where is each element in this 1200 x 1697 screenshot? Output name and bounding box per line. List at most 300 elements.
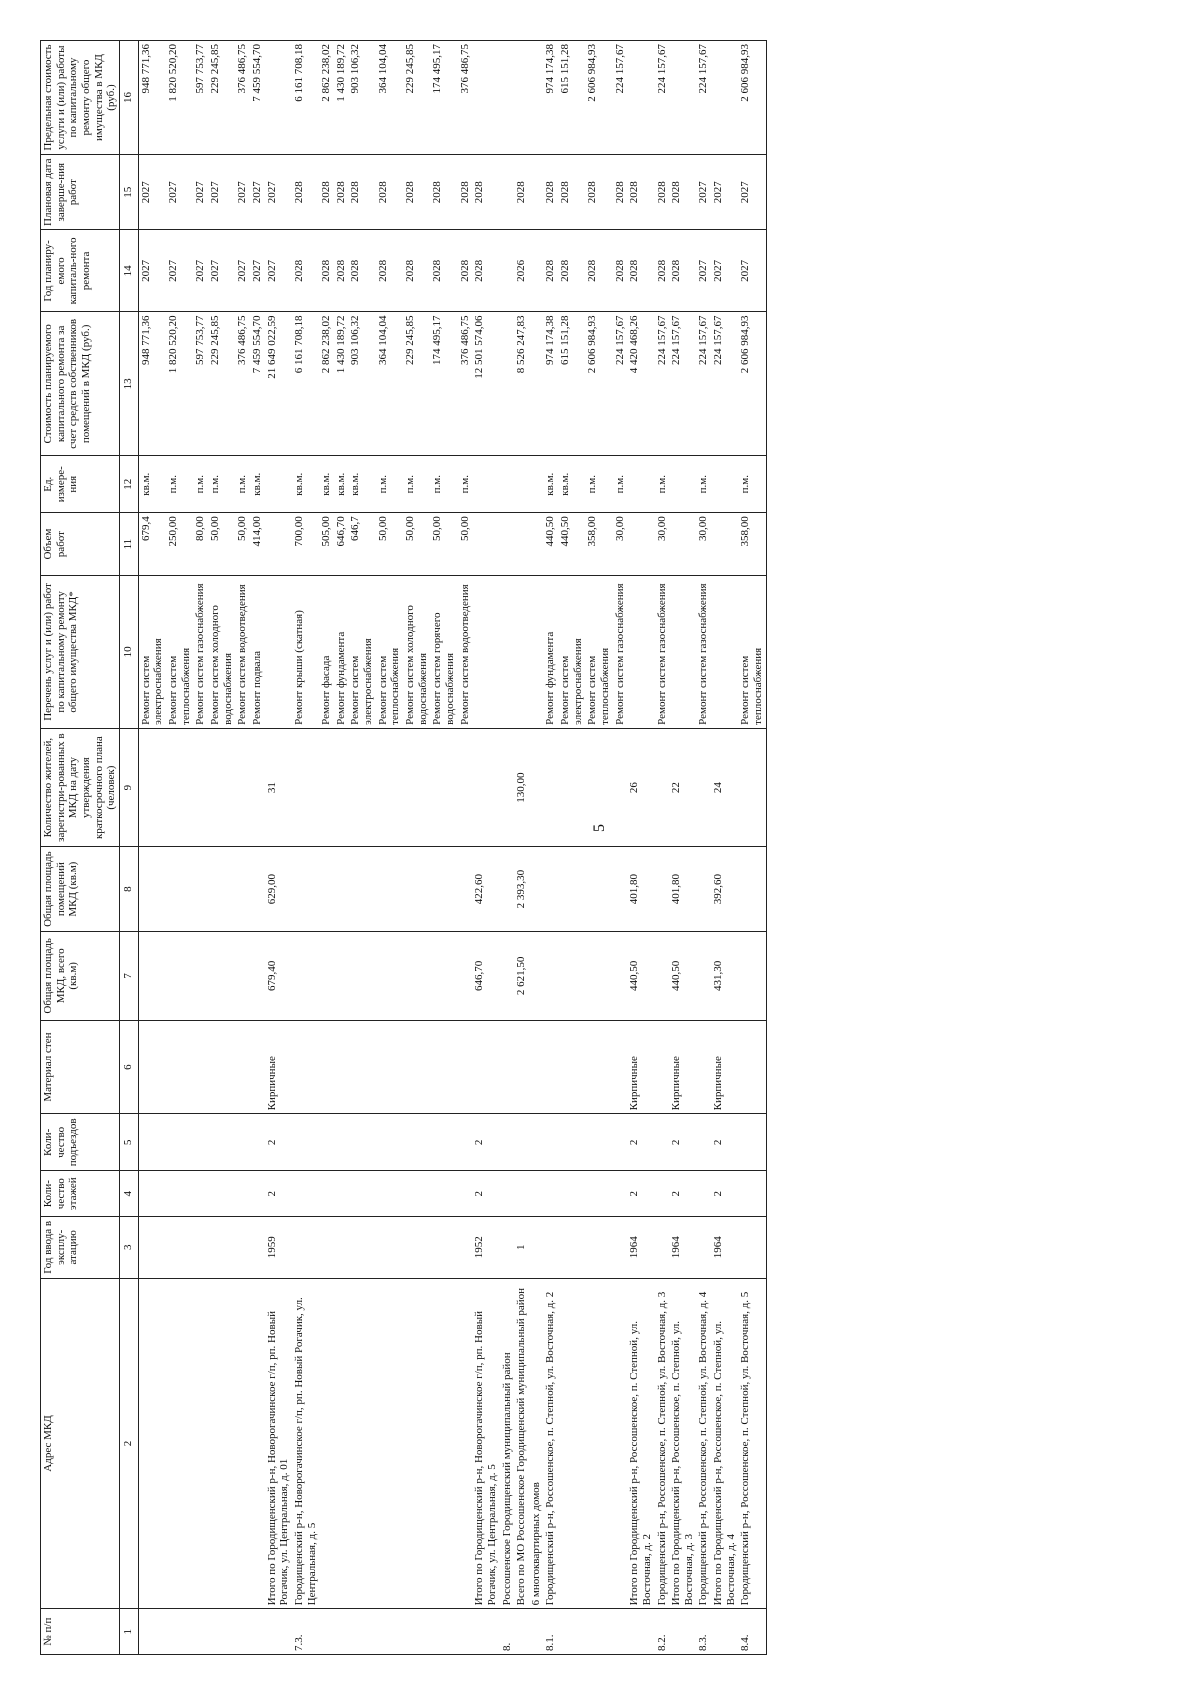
cell-col-1 (529, 1609, 544, 1655)
cell-col-5: 2 (669, 1114, 696, 1171)
table-row (235, 41, 250, 1655)
cell-col-11: 414,00 (250, 513, 265, 576)
cell-col-11: 30,00 (696, 513, 711, 576)
cell-col-12 (472, 456, 499, 513)
cell-col-12: кв.м. (319, 456, 334, 513)
cell-col-12 (514, 456, 529, 513)
cell-col-13: 597 753,77 (193, 312, 208, 456)
cell-col-3 (334, 1217, 349, 1279)
cell-col-14: 2028 (669, 230, 696, 312)
cell-col-12: п.м. (655, 456, 670, 513)
cell-col-5 (208, 1114, 235, 1171)
cell-col-8 (292, 847, 319, 931)
cell-col-14: 2028 (292, 230, 319, 312)
cell-col-15: 2027 (738, 155, 766, 230)
cell-col-8 (458, 847, 473, 931)
cell-col-6 (193, 1020, 208, 1114)
cell-col-16: 6 161 708,18 (292, 41, 319, 155)
cell-col-3: 1964 (711, 1217, 738, 1279)
column-number-14: 14 (119, 230, 138, 312)
cell-col-9 (738, 728, 766, 847)
cell-col-10 (711, 575, 738, 728)
cell-col-11: 505,00 (319, 513, 334, 576)
cell-col-12: п.м. (585, 456, 612, 513)
cell-col-9 (319, 728, 334, 847)
cell-col-11 (514, 513, 529, 576)
cell-col-1: 8.1. (543, 1609, 558, 1655)
column-header-14: Год планиру-емого капиталь-ного ремонта (41, 230, 120, 312)
cell-col-16: 2 606 984,93 (738, 41, 766, 155)
cell-col-6 (472, 1020, 499, 1114)
cell-col-11: 50,00 (376, 513, 403, 576)
cell-col-9 (500, 728, 515, 847)
table-row (669, 41, 696, 1655)
cell-col-4 (319, 1171, 334, 1217)
cell-col-14: 2027 (138, 230, 166, 312)
column-header-8: Общая площадь помещений МКД (кв.м) (41, 847, 120, 931)
cell-col-7 (543, 931, 558, 1020)
table-row (738, 41, 766, 1655)
cell-col-10 (627, 575, 654, 728)
cell-col-1 (514, 1609, 529, 1655)
cell-col-10: Ремонт фундамента (334, 575, 349, 728)
cell-col-7 (319, 931, 334, 1020)
cell-col-13: 376 486,75 (235, 312, 250, 456)
cell-col-5 (529, 1114, 544, 1171)
cell-col-9 (208, 728, 235, 847)
column-number-3: 3 (119, 1217, 138, 1279)
cell-col-16: 364 104,04 (376, 41, 403, 155)
cell-col-4: 2 (669, 1171, 696, 1217)
cell-col-13: 21 649 022,59 (265, 312, 292, 456)
cell-col-5: 2 (711, 1114, 738, 1171)
cell-col-13: 4 420 468,26 (627, 312, 654, 456)
column-number-15: 15 (119, 155, 138, 230)
table-row (403, 41, 430, 1655)
column-header-2: Адрес МКД (41, 1278, 120, 1609)
cell-col-15: 2028 (292, 155, 319, 230)
cell-col-16: 974 174,38 (543, 41, 558, 155)
cell-col-16: 376 486,75 (458, 41, 473, 155)
cell-col-12: кв.м. (292, 456, 319, 513)
cell-col-15: 2027 (193, 155, 208, 230)
cell-col-15: 2028 (376, 155, 403, 230)
cell-col-12 (265, 456, 292, 513)
cell-col-11: 50,00 (235, 513, 250, 576)
cell-col-9 (403, 728, 430, 847)
cell-col-10: Ремонт систем электроснабжения (558, 575, 585, 728)
cell-col-14: 2027 (265, 230, 292, 312)
cell-col-11: 80,00 (193, 513, 208, 576)
cell-col-9 (585, 728, 612, 847)
cell-col-10 (265, 575, 292, 728)
cell-col-16: 903 106,32 (348, 41, 375, 155)
cell-col-8 (166, 847, 193, 931)
cell-col-4 (292, 1171, 319, 1217)
cell-col-13: 6 161 708,18 (292, 312, 319, 456)
table-row (250, 41, 265, 1655)
cell-col-1 (613, 1609, 628, 1655)
cell-col-9: 24 (711, 728, 738, 847)
cell-col-2 (613, 1278, 628, 1609)
cell-col-5 (500, 1114, 515, 1171)
cell-col-10: Ремонт фасада (319, 575, 334, 728)
cell-col-9: 130,00 (514, 728, 529, 847)
cell-col-9 (458, 728, 473, 847)
cell-col-3 (458, 1217, 473, 1279)
table-row (514, 41, 529, 1655)
cell-col-8 (558, 847, 585, 931)
cell-col-14: 2028 (558, 230, 585, 312)
cell-col-10 (500, 575, 515, 728)
cell-col-12 (500, 456, 515, 513)
cell-col-4 (193, 1171, 208, 1217)
cell-col-3 (208, 1217, 235, 1279)
cell-col-1 (138, 1609, 166, 1655)
cell-col-1 (250, 1609, 265, 1655)
table-row (319, 41, 334, 1655)
column-header-13: Стоимость планируемого капитального ремонта за счет средств собственников помещений в МКД (руб.) (41, 312, 120, 456)
cell-col-7 (655, 931, 670, 1020)
cell-col-6 (500, 1020, 515, 1114)
cell-col-2: Городищенский р-н, Россошенское, п. Степной, ул. Восточная, д. 5 (738, 1278, 766, 1609)
cell-col-7 (430, 931, 457, 1020)
column-header-6: Материал стен (41, 1020, 120, 1114)
cell-col-8: 401,80 (627, 847, 654, 931)
cell-col-15: 2028 (319, 155, 334, 230)
cell-col-1 (558, 1609, 585, 1655)
cell-col-7: 440,50 (669, 931, 696, 1020)
column-number-row (119, 41, 138, 1655)
cell-col-1 (265, 1609, 292, 1655)
cell-col-13 (529, 312, 544, 456)
cell-col-9 (430, 728, 457, 847)
cell-col-1 (472, 1609, 499, 1655)
cell-col-7: 646,70 (472, 931, 499, 1020)
cell-col-13: 2 862 238,02 (319, 312, 334, 456)
column-header-10: Перечень услуг и (или) работ по капитальному ремонту общего имущества МКД* (41, 575, 120, 728)
cell-col-2 (166, 1278, 193, 1609)
cell-col-7 (376, 931, 403, 1020)
cell-col-4: 2 (711, 1171, 738, 1217)
cell-col-6 (403, 1020, 430, 1114)
cell-col-15: 2028 (543, 155, 558, 230)
cell-col-7 (166, 931, 193, 1020)
cell-col-1: 8. (500, 1609, 515, 1655)
cell-col-6 (334, 1020, 349, 1114)
cell-col-8 (319, 847, 334, 931)
column-header-12: Ед. измере-ния (41, 456, 120, 513)
cell-col-7 (334, 931, 349, 1020)
cell-col-7 (500, 931, 515, 1020)
cell-col-13: 229 245,85 (403, 312, 430, 456)
cell-col-16 (500, 41, 515, 155)
cell-col-16: 174 495,17 (430, 41, 457, 155)
cell-col-13: 8 526 247,83 (514, 312, 529, 456)
cell-col-3 (655, 1217, 670, 1279)
cell-col-7 (529, 931, 544, 1020)
column-number-13: 13 (119, 312, 138, 456)
cell-col-5 (613, 1114, 628, 1171)
cell-col-3 (376, 1217, 403, 1279)
cell-col-13: 376 486,75 (458, 312, 473, 456)
cell-col-10 (529, 575, 544, 728)
cell-col-4 (529, 1171, 544, 1217)
column-number-1: 1 (119, 1609, 138, 1655)
column-number-6: 6 (119, 1020, 138, 1114)
cell-col-13: 224 157,67 (696, 312, 711, 456)
cell-col-7 (613, 931, 628, 1020)
cell-col-5 (319, 1114, 334, 1171)
cell-col-16 (265, 41, 292, 155)
table-row (193, 41, 208, 1655)
cell-col-12: кв.м. (334, 456, 349, 513)
cell-col-5 (235, 1114, 250, 1171)
cell-col-4 (458, 1171, 473, 1217)
cell-col-15: 2028 (430, 155, 457, 230)
cell-col-3 (585, 1217, 612, 1279)
cell-col-14: 2028 (319, 230, 334, 312)
table-row (292, 41, 319, 1655)
cell-col-2 (348, 1278, 375, 1609)
cell-col-15: 2028 (472, 155, 499, 230)
cell-col-12: кв.м. (348, 456, 375, 513)
cell-col-5 (696, 1114, 711, 1171)
cell-col-14: 2028 (655, 230, 670, 312)
cell-col-9 (193, 728, 208, 847)
cell-col-13: 2 606 984,93 (738, 312, 766, 456)
cell-col-15: 2028 (669, 155, 696, 230)
cell-col-15: 2028 (558, 155, 585, 230)
cell-col-11 (529, 513, 544, 576)
cell-col-14: 2027 (193, 230, 208, 312)
cell-col-2 (250, 1278, 265, 1609)
cell-col-5 (558, 1114, 585, 1171)
cell-col-13: 1 430 189,72 (334, 312, 349, 456)
cell-col-3: 1952 (472, 1217, 499, 1279)
cell-col-2 (319, 1278, 334, 1609)
cell-col-15: 2027 (208, 155, 235, 230)
cell-col-2: Всего по МО Россошенское Городищенский муниципальный район (514, 1278, 529, 1609)
cell-col-6: Кирпичные (627, 1020, 654, 1114)
cell-col-5 (376, 1114, 403, 1171)
cell-col-14: 2026 (514, 230, 529, 312)
cell-col-6 (529, 1020, 544, 1114)
cell-col-8 (403, 847, 430, 931)
cell-col-12: кв.м. (558, 456, 585, 513)
cell-col-15: 2028 (627, 155, 654, 230)
cell-col-8 (655, 847, 670, 931)
cell-col-8: 2 393,30 (514, 847, 529, 931)
cell-col-5 (166, 1114, 193, 1171)
cell-col-16: 597 753,77 (193, 41, 208, 155)
cell-col-7 (738, 931, 766, 1020)
cell-col-14: 2028 (458, 230, 473, 312)
table-row (613, 41, 628, 1655)
column-number-12: 12 (119, 456, 138, 513)
cell-col-11: 700,00 (292, 513, 319, 576)
cell-col-13: 7 459 554,70 (250, 312, 265, 456)
cell-col-8 (543, 847, 558, 931)
column-header-15: Плановая дата заверше-ния работ (41, 155, 120, 230)
cell-col-1 (334, 1609, 349, 1655)
cell-col-7 (403, 931, 430, 1020)
cell-col-6 (208, 1020, 235, 1114)
column-number-16: 16 (119, 41, 138, 155)
cell-col-2: Итого по Городищенский р-н, Россошенское, п. Степной, ул. Восточная, д. 3 (669, 1278, 696, 1609)
cell-col-10: Ремонт систем теплоснабжения (376, 575, 403, 728)
cell-col-15: 2027 (138, 155, 166, 230)
cell-col-2: Городищенский р-н, Россошенское, п. Степной, ул. Восточная, д. 4 (696, 1278, 711, 1609)
cell-col-1 (430, 1609, 457, 1655)
cell-col-14: 2028 (543, 230, 558, 312)
column-header-16: Предельная стоимость услуги и (или) работы по капитальному ремонту общего имущества в МКД (руб.) (41, 41, 120, 155)
cell-col-6 (292, 1020, 319, 1114)
cell-col-9 (166, 728, 193, 847)
cell-col-8 (348, 847, 375, 931)
cell-col-3 (166, 1217, 193, 1279)
cell-col-4 (250, 1171, 265, 1217)
cell-col-2 (403, 1278, 430, 1609)
cell-col-14: 2028 (403, 230, 430, 312)
cell-col-11 (265, 513, 292, 576)
cell-col-6 (235, 1020, 250, 1114)
cell-col-12: п.м. (166, 456, 193, 513)
cell-col-16 (711, 41, 738, 155)
cell-col-16: 2 862 238,02 (319, 41, 334, 155)
cell-col-14: 2028 (627, 230, 654, 312)
cell-col-9: 22 (669, 728, 696, 847)
cell-col-16: 376 486,75 (235, 41, 250, 155)
cell-col-12 (627, 456, 654, 513)
table-row (558, 41, 585, 1655)
cell-col-12: кв.м. (250, 456, 265, 513)
cell-col-11 (500, 513, 515, 576)
cell-col-13: 224 157,67 (711, 312, 738, 456)
cell-col-3 (613, 1217, 628, 1279)
cell-col-3: 1 (514, 1217, 529, 1279)
cell-col-6 (514, 1020, 529, 1114)
cell-col-12: п.м. (208, 456, 235, 513)
cell-col-5 (334, 1114, 349, 1171)
cell-col-7 (193, 931, 208, 1020)
cell-col-8 (376, 847, 403, 931)
cell-col-14: 2028 (585, 230, 612, 312)
cell-col-14: 2027 (235, 230, 250, 312)
cell-col-7 (458, 931, 473, 1020)
cell-col-7: 2 621,50 (514, 931, 529, 1020)
cell-col-11: 250,00 (166, 513, 193, 576)
cell-col-11 (627, 513, 654, 576)
rotated-page (40, 40, 1168, 1655)
cell-col-2 (558, 1278, 585, 1609)
cell-col-12: п.м. (458, 456, 473, 513)
cell-col-8 (529, 847, 544, 931)
cell-col-1 (319, 1609, 334, 1655)
cell-col-1: 8.4. (738, 1609, 766, 1655)
cell-col-8 (334, 847, 349, 931)
cell-col-9 (348, 728, 375, 847)
cell-col-4: 2 (472, 1171, 499, 1217)
cell-col-7 (558, 931, 585, 1020)
cell-col-4 (166, 1171, 193, 1217)
cell-col-5 (348, 1114, 375, 1171)
cell-col-3: 1964 (669, 1217, 696, 1279)
cell-col-7 (696, 931, 711, 1020)
cell-col-12: п.м. (696, 456, 711, 513)
cell-col-8: 422,60 (472, 847, 499, 931)
cell-col-9: 31 (265, 728, 292, 847)
cell-col-6 (458, 1020, 473, 1114)
column-header-3: Год ввода в эксплу-атацию (41, 1217, 120, 1279)
cell-col-1 (166, 1609, 193, 1655)
cell-col-3 (430, 1217, 457, 1279)
cell-col-13: 903 106,32 (348, 312, 375, 456)
cell-col-2 (376, 1278, 403, 1609)
cell-col-3 (193, 1217, 208, 1279)
cell-col-16 (472, 41, 499, 155)
cell-col-15: 2028 (458, 155, 473, 230)
repair-plan-table (40, 40, 767, 1655)
cell-col-10: Ремонт систем газоснабжения (696, 575, 711, 728)
cell-col-4 (738, 1171, 766, 1217)
cell-col-4 (235, 1171, 250, 1217)
cell-col-9 (376, 728, 403, 847)
cell-col-10: Ремонт систем электроснабжения (348, 575, 375, 728)
cell-col-12 (529, 456, 544, 513)
table-row (627, 41, 654, 1655)
table-row (138, 41, 166, 1655)
cell-col-10: Ремонт систем холодного водоснабжения (403, 575, 430, 728)
cell-col-9 (138, 728, 166, 847)
cell-col-11: 646,7 (348, 513, 375, 576)
cell-col-4 (696, 1171, 711, 1217)
column-number-2: 2 (119, 1278, 138, 1609)
cell-col-6 (655, 1020, 670, 1114)
cell-col-9 (235, 728, 250, 847)
cell-col-15: 2028 (348, 155, 375, 230)
table-row (348, 41, 375, 1655)
cell-col-5 (403, 1114, 430, 1171)
cell-col-13: 1 820 520,20 (166, 312, 193, 456)
cell-col-8: 401,80 (669, 847, 696, 931)
cell-col-1 (711, 1609, 738, 1655)
cell-col-12: п.м. (403, 456, 430, 513)
cell-col-10: Ремонт систем газоснабжения (613, 575, 628, 728)
column-header-9: Количество жителей, зарегистри-рованных в МКД на дату утверждения краткосрочного плана (человек) (41, 728, 120, 847)
cell-col-10: Ремонт подвала (250, 575, 265, 728)
cell-col-1 (208, 1609, 235, 1655)
cell-col-14: 2027 (696, 230, 711, 312)
cell-col-6 (613, 1020, 628, 1114)
cell-col-12: п.м. (376, 456, 403, 513)
cell-col-7 (585, 931, 612, 1020)
table-row (334, 41, 349, 1655)
cell-col-9 (472, 728, 499, 847)
cell-col-8: 392,60 (711, 847, 738, 931)
cell-col-3 (543, 1217, 558, 1279)
table-row (430, 41, 457, 1655)
table-row (500, 41, 515, 1655)
cell-col-5 (193, 1114, 208, 1171)
cell-col-5: 2 (472, 1114, 499, 1171)
cell-col-6 (376, 1020, 403, 1114)
cell-col-6 (430, 1020, 457, 1114)
cell-col-4: 2 (265, 1171, 292, 1217)
cell-col-3 (235, 1217, 250, 1279)
cell-col-4 (500, 1171, 515, 1217)
cell-col-16: 2 606 984,93 (585, 41, 612, 155)
